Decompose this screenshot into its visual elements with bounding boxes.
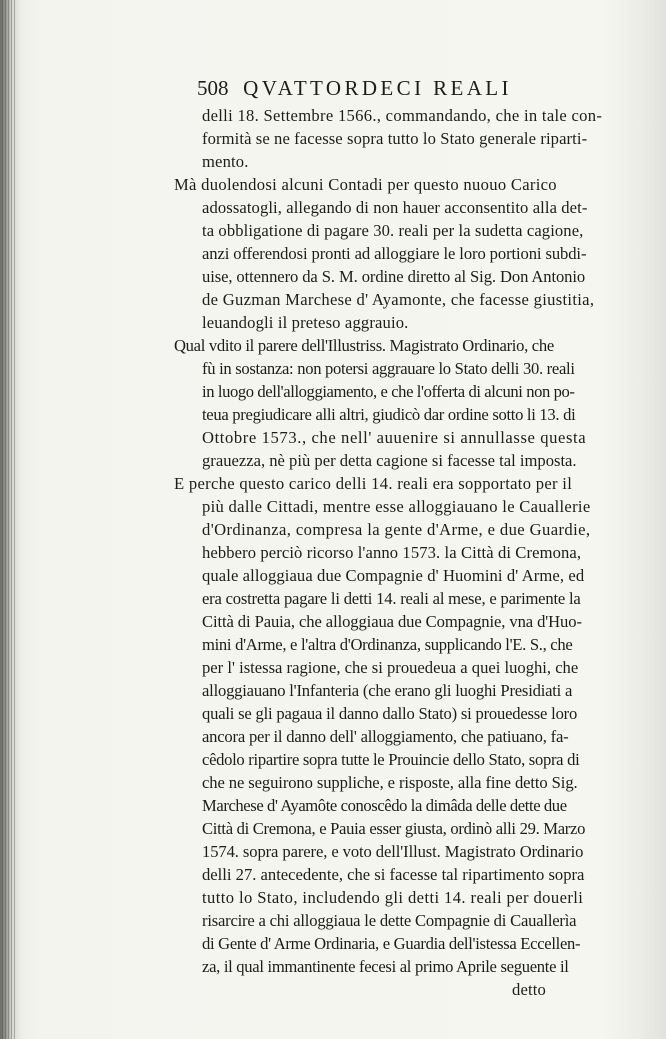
text-line: ta obbligatione di pagare 30. reali per la sudetta cagione, [202,221,584,240]
text-line: 1574. sopra parere, e voto dell'Illust. Magistrato Ordinario [202,842,584,861]
text-line: d'Ordinanza, compresa la gente d'Arme, e due Guardie, [202,520,591,539]
text-line: uise, ottennero da S. M. ordine diretto al Sig. Don Antonio [202,267,586,286]
text-line: za, il qual immantinente fecesi al primo Aprile seguente il [202,957,569,976]
text-line: leuandogli il preteso aggrauio. [202,313,409,332]
text-line: tutto lo Stato, includendo gli detti 14. reali per douerli [202,888,584,907]
text-line: teua pregiudicare alli altri, giudicò dar ordine sotto li 13. di [202,405,576,424]
text-line: cêdolo ripartire sopra tutte le Prouincie dello Stato, sopra di [202,750,580,769]
page-number: 508 [197,76,229,100]
text-line: mento. [202,152,249,171]
text-line: Città di Cremona, e Pauia esser giusta, ordinò alli 29. Marzo [202,819,586,838]
text-line: formità se ne facesse sopra tutto lo Stato generale riparti- [202,129,588,148]
text-line: grauezza, nè più per detta cagione si facesse tal imposta. [202,451,577,470]
text-line: che ne seguirono suppliche, e risposte, alla fine detto Sig. [202,773,578,792]
text-line: Mà duolendosi alcuni Contadi per questo nuouo Carico [174,175,557,194]
text-line: ancora per il danno dell' alloggiamento, che patiuano, fa- [202,727,569,746]
text-line: delli 18. Settembre 1566., commandando, che in tale con- [202,106,603,125]
text-line: Qual vdito il parere dell'Illustriss. Magistrato Ordinario, che [174,336,554,355]
text-line: mini d'Arme, e l'altra d'Ordinanza, supplicando l'E. S., che [202,635,573,654]
text-line: E perche questo carico delli 14. reali era sopportato per il [174,474,573,493]
text-line: risarcire a chi alloggiaua le dette Compagnie di Cauallerìa [202,911,577,930]
text-line: per l' istessa ragione, che si prouedeua a quei luoghi, che [202,658,579,677]
running-title: QVATTORDECI REALI [243,76,512,100]
page-stack-edge [2,0,16,1039]
text-line: hebbero perciò ricorso l'anno 1573. la Città di Cremona, [202,543,582,562]
text-line: de Guzman Marchese d' Ayamonte, che facesse giustitia, [202,290,595,309]
running-header [197,76,512,101]
text-line: alloggiauano l'Infanteria (che erano gli luoghi Presidiati a [202,681,573,700]
text-line: più dalle Cittadi, mentre esse alloggiauano le Cauallerie [202,497,591,516]
text-line: era costretta pagare li detti 14. reali al mese, e parimente la [202,589,581,608]
text-line: Ottobre 1573., che nell' auuenire si annullasse questa [202,428,587,447]
catchword: detto [512,980,546,999]
text-line: quali se gli pagaua il danno dallo Stato) si prouedesse loro [202,704,578,723]
text-line: in luogo dell'alloggiamento, e che l'offerta di alcuni non po- [202,382,575,401]
text-line: Marchese d' Ayamôte conoscêdo la dimâda delle dette due [202,796,567,815]
text-line: Città di Pauia, che alloggiaua due Compagnie, vna d'Huo- [202,612,582,631]
text-line: anzi offerendosi pronti ad alloggiare le loro portioni subdi- [202,244,587,263]
text-line: quale alloggiaua due Compagnie d' Huomini d' Arme, ed [202,566,585,585]
text-line: fù in sostanza: non potersi aggrauare lo Stato delli 30. reali [202,359,575,378]
text-line: delli 27. antecedente, che si facesse tal ripartimento sopra [202,865,585,884]
text-line: di Gente d' Arme Ordinaria, e Guardia dell'istessa Eccellen- [202,934,581,953]
text-line: adossatogli, allegando di non hauer acconsentito alla det- [202,198,588,217]
